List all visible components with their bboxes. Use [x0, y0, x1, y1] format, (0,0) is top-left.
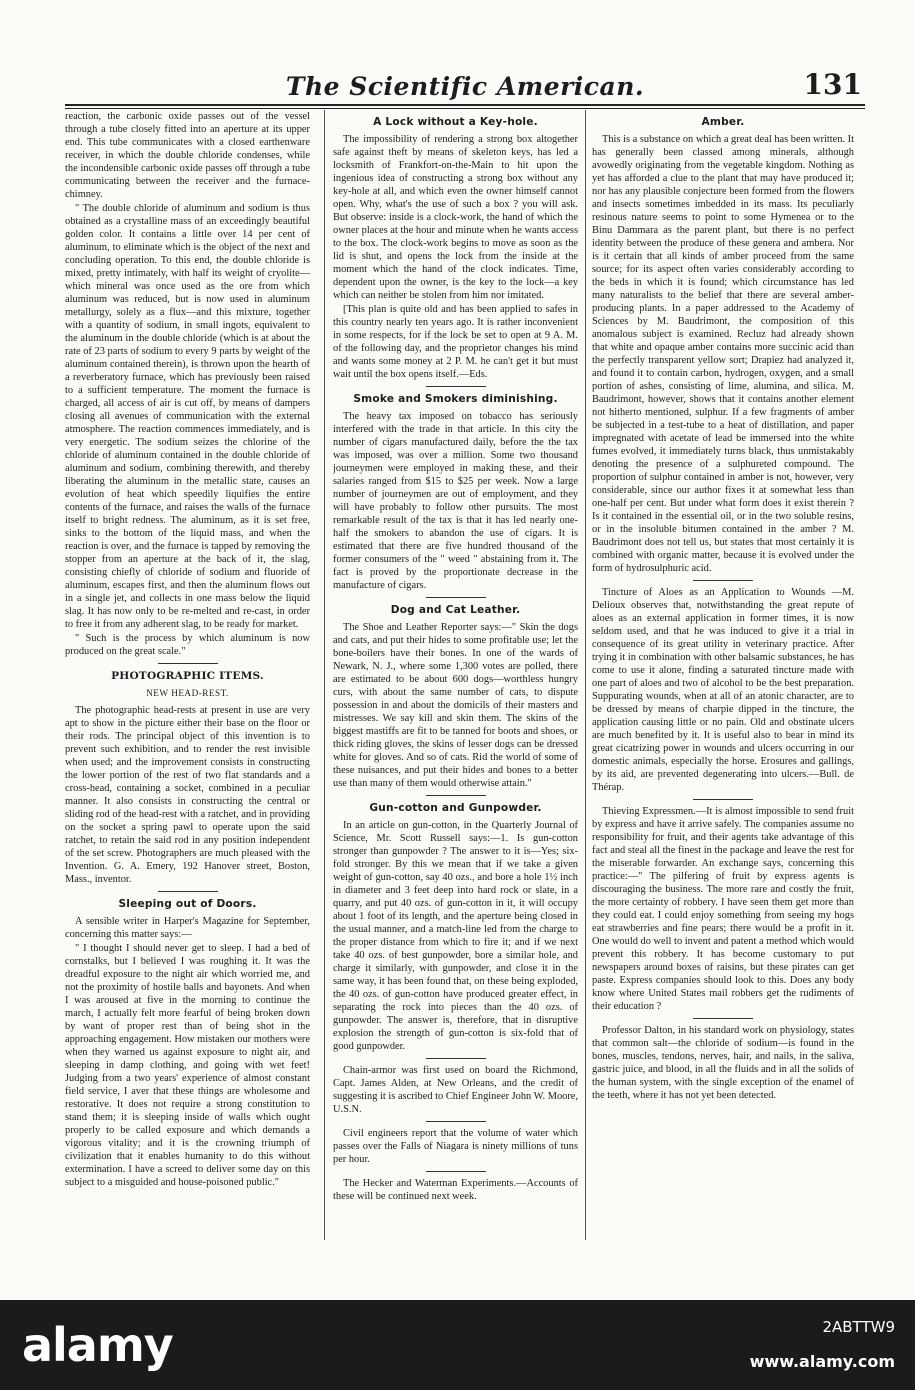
separator: [158, 891, 218, 892]
separator: [426, 386, 486, 387]
amber-paragraph: This is a substance on which a great deal has been written. It has generally been classed among minerals, although avowedly originating from the vegetable kingdom. Nothing as yet has afforded a clue to the plant that may have produced it; nor has any plausible conjecture been formed from the flowers and insects sometimes imbedded in its mass. Its peculiarly resinous nature seems to point to some Hymenea or to the Binu Dammara as the parent plant, but there is no perfect identity between the produce of these genera and ambera. Nor is it certain that all kinds of amber proceed from the same source; for its aspect often varies considerably according to the beds in which it is found; which circumstance has led many naturalists to the belief that there are several amber-producing plants. In a paper addressed to the Academy of Sciences by M. Baudrimont, the composition of this anomalous subject is examined. Recluz had already shown that white and opaque amber contains more succinic acid than the perfectly transparent yellow sort; Drapiez had analyzed it, and found it to contain carbon, hydrogen, oxygen, and a small portion of ashes, consisting of lime, alumina, and silica. M. Baudrimont, however, shows that it contains another element not hitherto mentioned, sulphur. If a few fragments of amber be subjected in a test-tube to a heat of distillation, and paper impregnated with acetate of lead be immersed into the white fumes evolved, it immediately turns black, thus unmistakably denoting the presence of a sulphureted compound. The proportion of sulphur contained in amber is not, however, very considerable, since our author fixes it at somewhat less than one-half per cent. But under what form does it exist therein ? Is it contained in the essential oil, or in the two soluble resins, or in the insoluble bitumen contained in the amber ? M. Baudrimont does not tell us, but states that most certainly it is combined with organic matter, because it is evolved under the form of hydrosulphuric acid.: [592, 134, 854, 574]
heading-smoke-and-smokers: Smoke and Smokers diminishing.: [353, 393, 558, 405]
page-number: 131: [803, 68, 862, 101]
subheading-new-head-rest: NEW HEAD-REST.: [146, 688, 229, 698]
separator: [426, 1058, 486, 1059]
separator: [693, 799, 753, 800]
heading-dog-and-cat-leather: Dog and Cat Leather.: [390, 604, 521, 616]
lock-paragraph-1: The impossibility of rendering a strong box altogether safe against theft by means of skeleton keys, has led a locksmith of Frankfort-on-the-Main to hit upon the ingenious idea of constructing a strong box without any key-hole at all, and which even the owner himself cannot open. Why, what's the use of such a box ? you will ask. But observe: inside is a clock-work, the hand of which the owner places at the hour and minute when he wants access to the box. The clock-work begins to move as soon as the lid is shut, and opens the lock from the inside at the moment which the hand of the clock indicates. Time, dependent upon the owner, is the key to the lock—a key which can neither be stolen from him nor imitated.: [333, 134, 578, 301]
site-url[interactable]: www.alamy.com: [749, 1352, 895, 1371]
column-divider: [585, 110, 586, 1240]
separator: [426, 795, 486, 796]
masthead: [60, 66, 870, 106]
chain-armor-paragraph: Chain-armor was first used on board the Richmond, Capt. James Alden, at New Orleans, and the credit of suggesting it is ascribed to Chief Engineer John W. Moore, U.S.N.: [333, 1065, 578, 1115]
aluminum-paragraph-1: reaction, the carbonic oxide passes out of the vessel through a tube closely fitted into an aperture at its upper end. This tube communicates with a closed earthenware receiver, in which the double chloride condenses, while the incondensible carbonic oxide passes off through a tube communicating between the receiver and the furnace-chimney.: [65, 111, 310, 200]
column-2: [333, 110, 578, 1300]
sleeping-paragraph-2: " I thought I should never get to sleep. I had a bed of cornstalks, but I believed I was roughing it. It was the dreadful exposure to the night air which worried me, and not the proximity of hostile balls and bayonets. And when I was aroused at five in the morning to continue the march, I actually felt more fearful of being broken down by want of proper rest than of being shot in the approaching engagement. How mistaken our mothers were when they warned us against exposure to night air, and sleeping in damp clothing, and going with wet feet! Judging from a two years' experience of almost constant field service, I aver that these things are wholesome and restorative. It does not require a strong constitution to stand them; it is sleeping inside of walls which ought properly to be called exposure and which demands a vigorous vitality; and it is the crowning triumph of civilization that it enables humanity to do this without extermination. I have a screed to deliver some day on this subject to a misguided and house-poisoned public.": [65, 943, 310, 1188]
image-code: 2ABTTW9: [822, 1318, 895, 1336]
heading-photographic-items: PHOTOGRAPHIC ITEMS.: [111, 670, 264, 682]
smoke-paragraph: The heavy tax imposed on tobacco has seriously interfered with the trade in that article. In this city the number of cigars manufactured daily, before the the tax was imposed, was over a million. Some two thousand journeymen were employed in making these, and their salaries ranged from $15 to $25 per week. Now a large number of journeymen are out of employment, and they will have probably to follow other pursuits. The most remarkable result of the tax is that it has led nearly one-half the smokers to abandon the use of cigars. It is estimated that there are five hundred thousand of the former consumers of the " weed " abstaining from it. The fact is proved by the proportionate decrease in the manufacture of cigars.: [333, 411, 578, 591]
leather-paragraph: The Shoe and Leather Reporter says:—" Skin the dogs and cats, and put their hides to some profitable use; let the bone-boilers have their bones. In one of the wards of Newark, N. J., where some 1,300 votes are polled, there are estimated to be about 600 dogs—worthless hungry curs, with about the same number of cats, to dispute possession in and about the domicils of their masters and mistresses. We say kill and skin them. The skins of the biggest mastiffs are fit to be tanned for boots and shoes, or thick riding gloves, the skins of lesser dogs can be dressed white for gloves. And so of cats. Rid the world of some of these nuisances, and put their hides and bones to a better use than many of them would otherwise attain.": [333, 622, 578, 789]
column-3: [592, 110, 854, 1300]
niagara-paragraph: Civil engineers report that the volume of water which passes over the Falls of Niagara is ninety millions of tuns per hour.: [333, 1128, 578, 1165]
column-1: [65, 110, 310, 1300]
expressmen-paragraph: Thieving Expressmen.—It is almost impossible to send fruit by express and have it arrive safely. The companies assume no responsibility for fruit, and their agents take advantage of this fact and steal all the finest in the package and leave the rest for the miserable forwarder. An exchange says, concerning this practice:—" The pilfering of fruit by express agents is discouraging the business. The more rare and costly the fruit, the more certainty of robbery. I have seen them get more than they could eat. I could enjoy something from seeing my hogs eat strawberries and fine pears; there would be a profit in it. One would do well to invent and patent a method which would prevent this robbery. It has become customary to put newspapers around boxes of raisins, but these pirates can get paste. Express companies should look to this. Does any body know where United States mail robbers get the rudiments of their education ?: [592, 806, 854, 1012]
sleeping-paragraph-1: A sensible writer in Harper's Magazine for September, concerning this matter says:—: [65, 916, 310, 940]
aluminum-paragraph-2: " The double chloride of aluminum and sodium is thus obtained as a crystalline mass of an exceedingly beautiful golden color. It contains a little over 14 per cent of aluminum, to eliminate which is the object of the next and concluding operation. To this end, the double chloride is mixed, pretty intimately, with half its weight of cryolite—which mineral was once used as the ore from which aluminum was reduced, but is now used in aluminum metallurgy, solely as a flux—and this mixture, together with a quantity of sodium, in small ingots, equivalent to the aluminum in the double chloride (which is at about the rate of 23 parts of sodium to every 9 parts by weight of the aluminum contained therein), is thrown upon the hearth of a reverberatory furnace, which has previously been raised to a sufficient temperature. The moment the furnace is charged, all access of air is cut off, by means of dampers closing all avenues of communication with the external atmosphere. The reaction commences immediately, and is very energetic. The sodium seizes the chlorine of the chloride of aluminum contained in the double chloride of aluminum and sodium, combining therewith, and thereby liberating the aluminum in the metallic state, causes an evolution of heat which speedily liquifies the entire contents of the furnace, and raises the walls of the furnace itself to bright redness. The aluminum, as it is set free, sinks to the bottom of the liquid mass, and when the reaction is over, and the furnace is tapped by removing the stopper from an aperture at the back of it, the slag, consisting chiefly of chloride of sodium and fluoride of aluminum, escapes first, and then the aluminum flows out in a single jet, and collects in one mass below the liquid slag. It has now only to be re-melted and re-cast, in order to free it from any adherent slag, to be ready for market.: [65, 203, 310, 630]
experiments-paragraph: The Hecker and Waterman Experiments.—Accounts of these will be continued next week.: [333, 1178, 578, 1202]
separator: [693, 1018, 753, 1019]
heading-gun-cotton-and-gunpowder: Gun-cotton and Gunpowder.: [369, 802, 542, 814]
aluminum-paragraph-3: " Such is the process by which aluminum is now produced on the great scale.": [65, 633, 310, 657]
masthead-title: The Scientific American.: [285, 72, 645, 101]
separator: [426, 1121, 486, 1122]
column-divider: [324, 110, 325, 1240]
separator: [426, 1171, 486, 1172]
aloes-paragraph: Tincture of Aloes as an Application to Wounds —M. Delioux observes that, notwithstanding the great repute of aloes as an external application in former times, it is now seldom used, and that he was induced to give it a trial in consequence of its great utility in veterinary practice. After trying it in combination with other balsamic substances, he has come to use it alone, finding a saturated tincture made with one part of aloes and two of alcohol to be the best preparation. Suppurating wounds, when at all of an atonic character, are to be dressed by means of charpie dipped in the tincture, the application causing little or no pain. Old and obstinate ulcers are much benefited by it. It is useful also to bear in mind its great cicatrizing power in wounds and ulcers occurring in our domestic animals, especially the horse. Erosures and gallings, by its aid, are prevented degenerating into ulcers.—Bull. de Thérap.: [592, 587, 854, 793]
heading-sleeping-out-of-doors: Sleeping out of Doors.: [118, 898, 257, 910]
separator: [158, 663, 218, 664]
lock-paragraph-2: [This plan is quite old and has been applied to safes in this country nearly ten years ago. It is rather inconvenient in some respects, for if the lock be set to open at 9 A. M. of the following day, and the proprietor changes his mind and wants some money at 2 P. M. he can't get it but must wait until the box opens itself.—Eds.: [333, 304, 578, 380]
heading-lock-without-key-hole: A Lock without a Key-hole.: [373, 116, 538, 128]
heading-amber: Amber.: [701, 116, 745, 128]
dalton-paragraph: Professor Dalton, in his standard work on physiology, states that common salt—the chloride of sodium—is found in the bones, muscles, tendons, nerves, hair, and nails, in the saliva, gastric juice, and blood, in all the fluids and in all the solids of the human system, with the single exception of the enamel of the teeth, where it has not yet been detected.: [592, 1025, 854, 1101]
alamy-logo: alamy: [22, 1318, 173, 1372]
gun-cotton-paragraph: In an article on gun-cotton, in the Quarterly Journal of Science, Mr. Scott Russell says:—1. Is gun-cotton stronger than gunpowder ? The answer to it is—Yes; six-fold stronger. By this we mean that if we take a given weight of gun-cotton, say 40 ozs., and bore a hole 1½ inch in diameter and 3 feet deep into hard rock or slate, in a quarry, and put 40 ozs. of gun-cotton in it, it will occupy about 1 foot of its length, and the aperture being closed in the usual manner, and a match-line led from the charge to the proper distance from which to fire it; and if we next take 40 ozs. of best gunpowder, bore a similar hole, and charge it similarly, with gunpowder, and close it in the same way, it has been found that, on these being exploded, the 40 ozs. of gun-cotton have produced greater effect, in separating the rock into pieces than the 40 ozs. of gunpowder. The answer is, therefore, that in disruptive explosion the strength of gun-cotton is six-fold that of good gunpowder.: [333, 820, 578, 1052]
separator: [426, 597, 486, 598]
separator: [693, 580, 753, 581]
masthead-rule: [65, 104, 865, 109]
watermark-bar: [0, 1300, 915, 1390]
head-rest-paragraph: The photographic head-rests at present in use are very apt to show in the picture either their base on the floor or their rods. The principal object of this invention is to prevent such exhibition, and to render the rest invisible when used; and the improvement consists in constructing the lower portion of the rest of two flat standards and a cross-head, containing a socket, combined in a peculiar manner. It also consists in constructing the central or sliding rod of the head-rest with a ratchet, and in providing on the socket a spring pawl to operate upon the said ratchet, to retain the said rod in any position independent of the set screw. Photographers are much pleased with the Invention. G. A. Emery, 192 Hanover street, Boston, Mass., inventor.: [65, 705, 310, 885]
